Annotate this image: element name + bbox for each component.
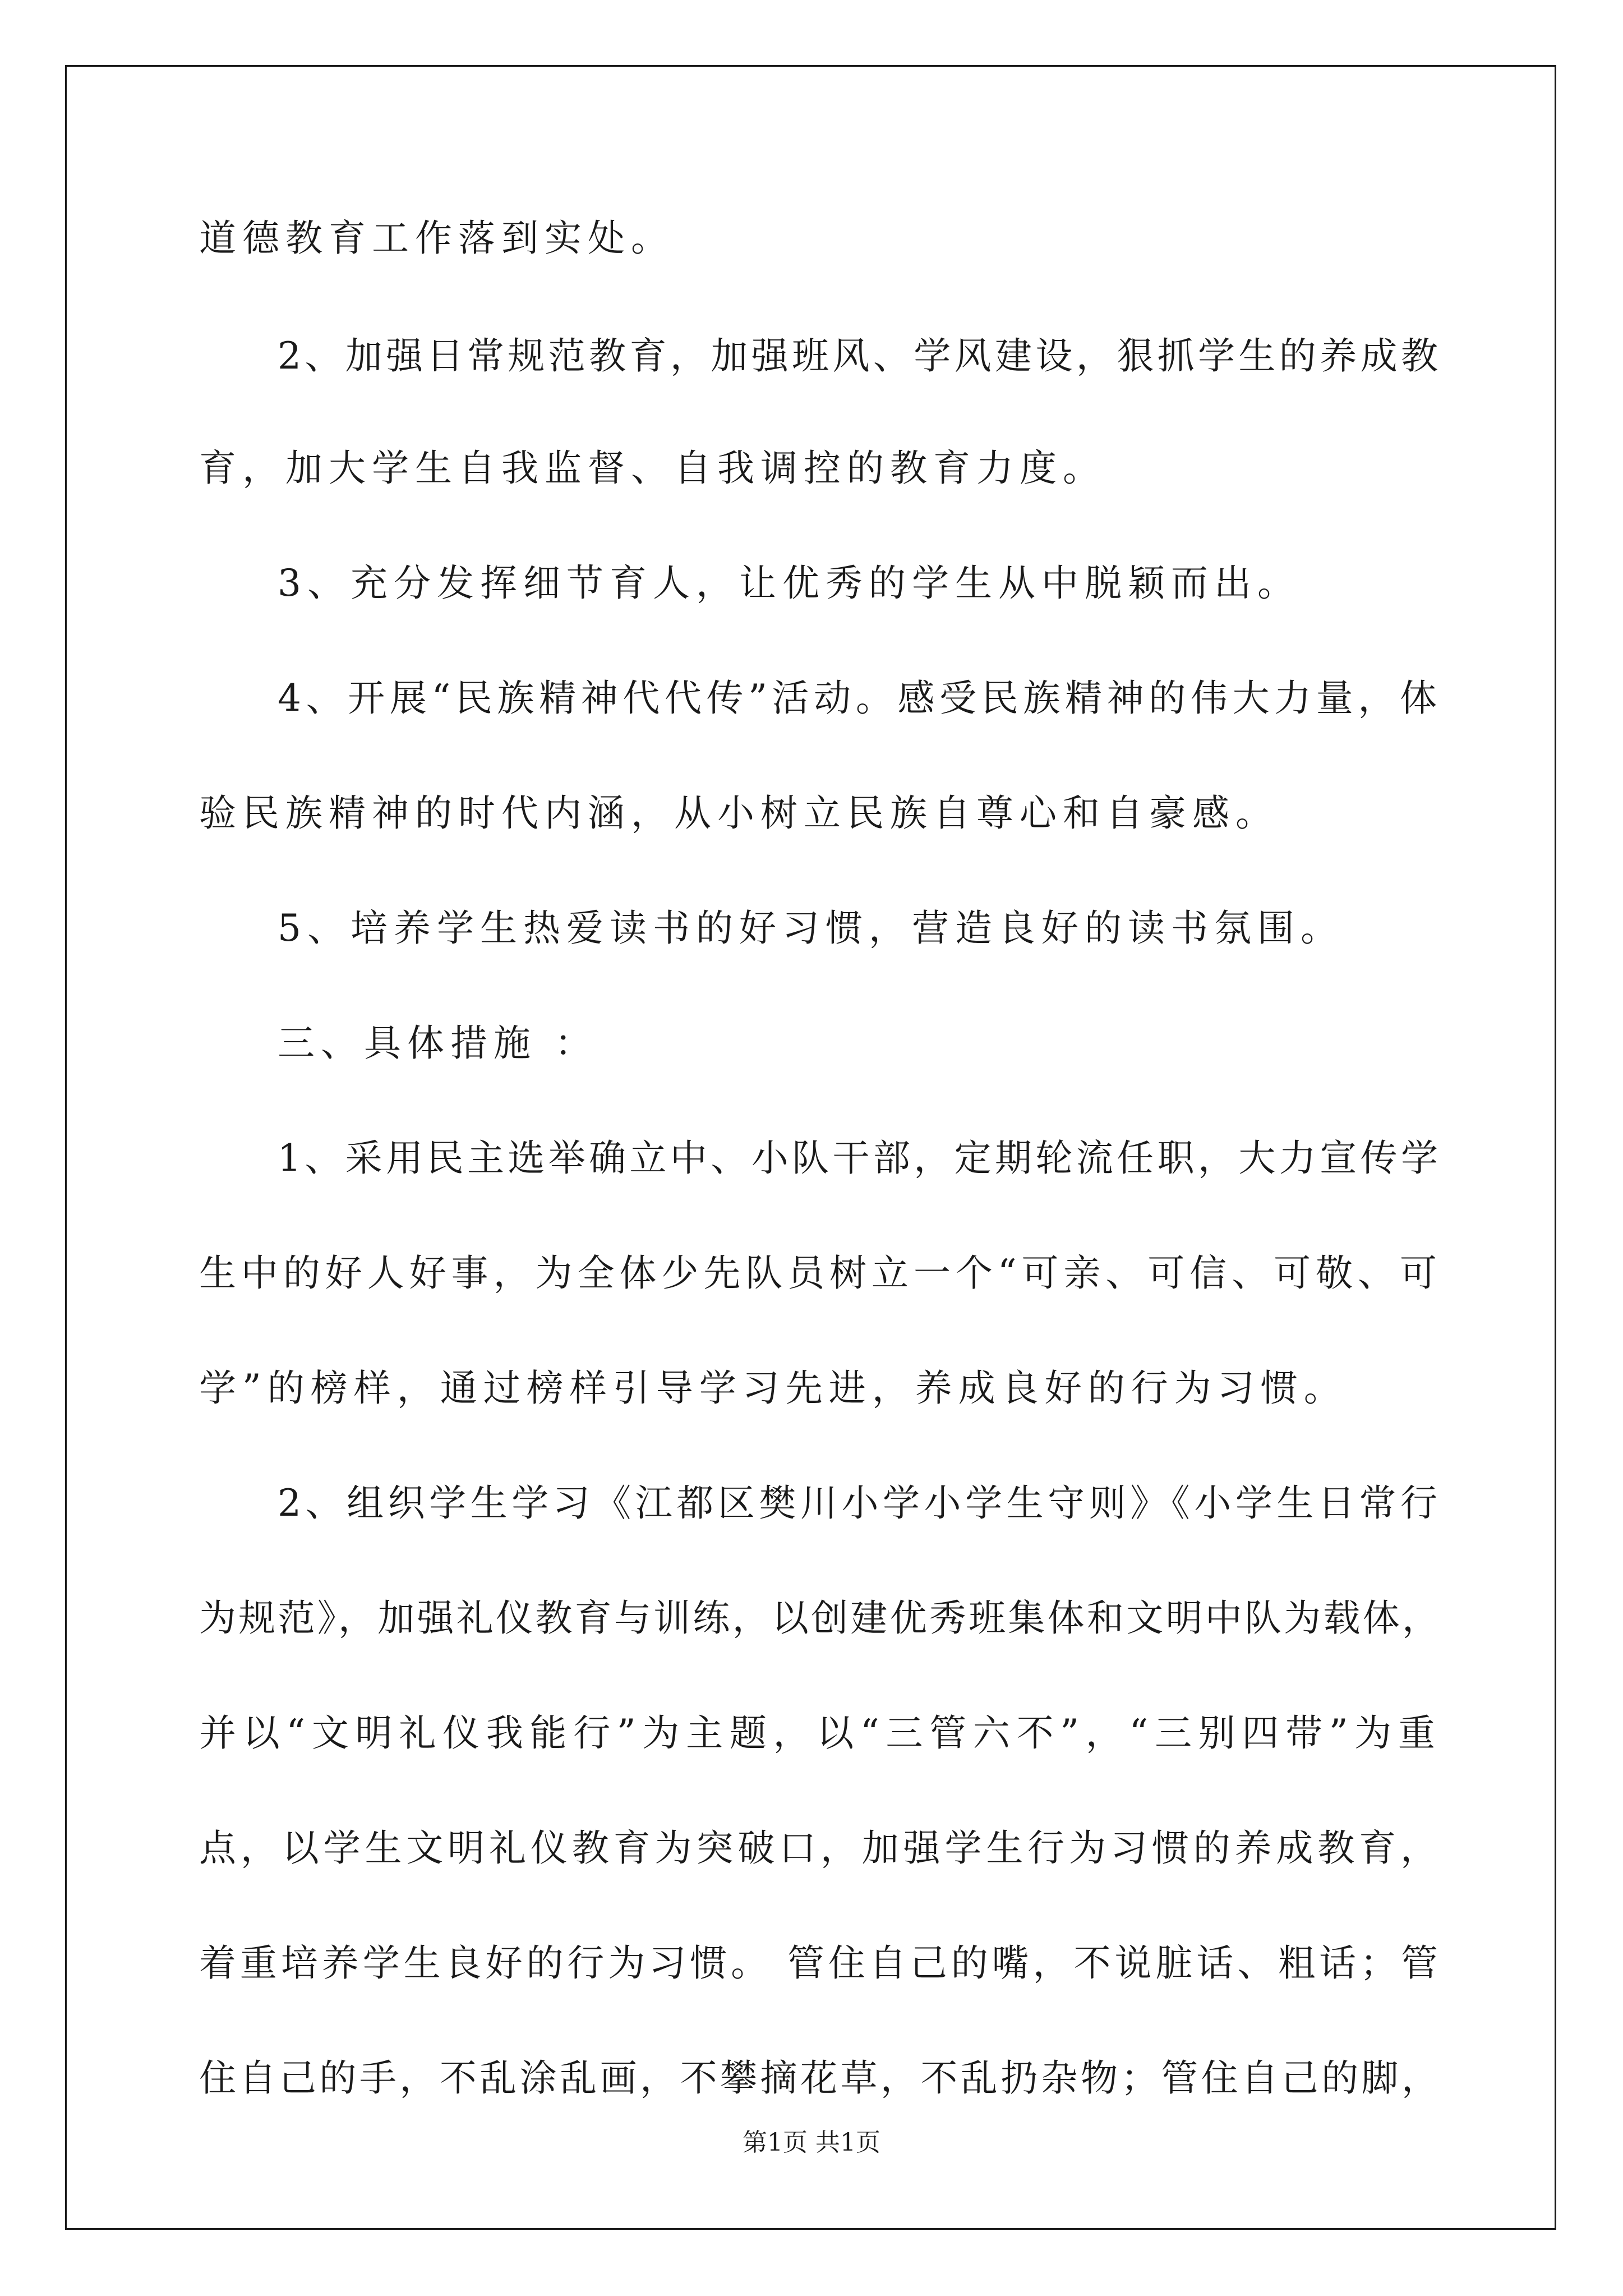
text-line-9: 1、采用民主选举确立中、小队干部，定期轮流任职，大力宣传学 [278,1137,1441,1180]
text-line-4: 3、充分发挥细节育人，让优秀的学生从中脱颖而出。 [278,562,1301,605]
text-line-5: 4、开展“民族精神代代传”活动。感受民族精神的伟大力量，体 [278,677,1441,720]
text-line-3: 育，加大学生自我监督、自我调控的教育力度。 [199,447,1106,490]
text-line-16: 着重培养学生良好的行为习惯。 管住自己的嘴，不说脏话、粗话；管 [199,1941,1441,1985]
text-line-17: 住自己的手，不乱涂乱画，不攀摘花草，不乱扔杂物；管住自己的脚， [199,2056,1441,2100]
text-line-7: 5、培养学生热爱读书的好习惯，营造良好的读书氛围。 [278,907,1344,950]
text-line-12: 2、组织学生学习《江都区樊川小学小学生守则》《小学生日常行 [278,1481,1441,1525]
text-line-1: 道德教育工作落到实处。 [199,217,674,260]
text-line-10: 生中的好人好事，为全体少先队员树立一个“可亲、可信、可敬、可 [199,1251,1441,1295]
page-number-footer: 第1页 共1页 [743,2128,880,2157]
text-line-15: 点，以学生文明礼仪教育为突破口，加强学生行为习惯的养成教育， [199,1826,1441,1870]
text-line-2: 2、加强日常规范教育，加强班风、学风建设，狠抓学生的养成教 [278,334,1441,378]
section-heading: 三、具体措施 ： [278,1022,598,1065]
text-line-13: 为规范》，加强礼仪教育与训练，以创建优秀班集体和文明中队为载体， [199,1596,1441,1640]
text-line-14: 并以“文明礼仪我能行”为主题，以“三管六不”，“三别四带”为重 [199,1711,1441,1755]
text-line-11: 学”的榜样，通过榜样引导学习先进，养成良好的行为习惯。 [199,1366,1347,1410]
text-line-6: 验民族精神的时代内涵，从小树立民族自尊心和自豪感。 [199,792,1279,835]
